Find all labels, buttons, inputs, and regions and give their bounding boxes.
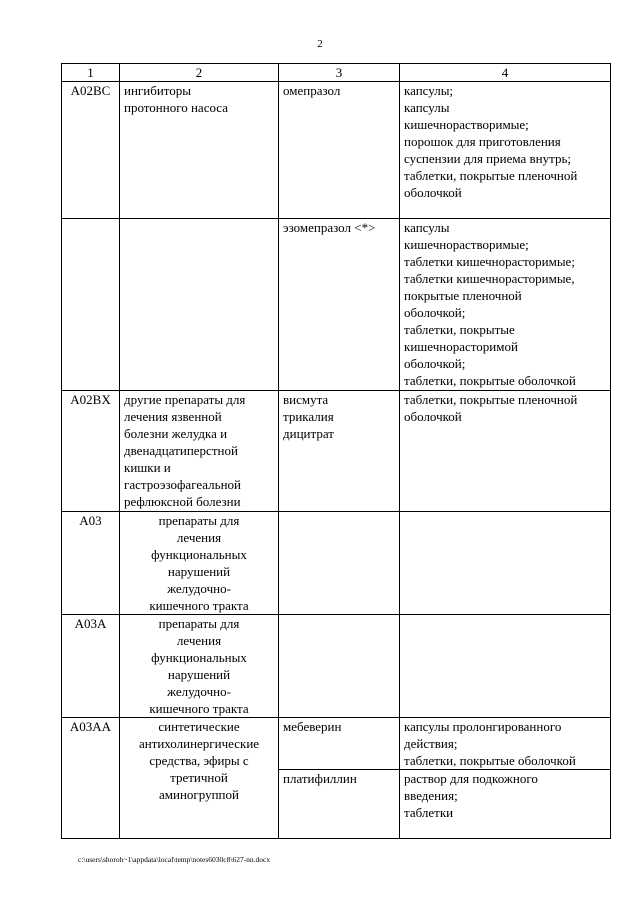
group-line: протонного насоса [124, 100, 228, 115]
group-line: третичной [170, 770, 228, 785]
group-line: лечения [176, 530, 222, 545]
form-line: кишечнорасторимой [404, 339, 518, 354]
dosage-forms [400, 219, 611, 391]
group-line: лечения [176, 633, 222, 648]
atc-code: A03 [62, 512, 120, 615]
group-name [120, 512, 279, 615]
drug-name [279, 82, 400, 219]
group-line: функциональных [151, 547, 247, 562]
drug-name [279, 391, 400, 512]
group-line: антихолинергические [138, 736, 260, 751]
group-line: аминогруппой [159, 787, 239, 802]
form-line: действия; [404, 736, 458, 751]
form-line: таблетки, покрытые оболочкой [404, 373, 576, 388]
atc-code: A02BX [62, 391, 120, 512]
file-path-footer: c:\users\shoroh~1\appdata\local\temp\notes6030c8\627-nn.docx [78, 855, 271, 864]
form-line: порошок для приготовления [404, 134, 561, 149]
drug-name-line: платифиллин [283, 771, 357, 786]
form-line: капсулы пролонгированного [404, 719, 562, 734]
group-name [120, 615, 279, 718]
drug-name-line: висмута [283, 392, 329, 407]
group-line: кишечного тракта [149, 701, 249, 716]
atc-code [62, 219, 120, 391]
column-header-4: 4 [400, 64, 611, 82]
form-line: кишечнорастворимые; [404, 117, 529, 132]
group-line: болезни желудка и [124, 426, 228, 441]
group-name [120, 718, 279, 839]
group-line: гастроэзофагеальной [124, 477, 242, 492]
form-line: таблетки кишечнорасторимые, [404, 271, 575, 286]
form-line: капсулы [404, 100, 450, 115]
group-line: другие препараты для [124, 392, 246, 407]
form-line: покрытые пленочной [404, 288, 522, 303]
group-name [120, 219, 279, 391]
page-number: 2 [317, 38, 323, 50]
group-line: нарушений [167, 564, 231, 579]
drug-name [279, 615, 400, 718]
group-name [120, 391, 279, 512]
form-line: оболочкой; [404, 356, 466, 371]
drug-classification-table [61, 63, 611, 839]
form-line: суспензии для приема внутрь; [404, 151, 572, 166]
table-row [62, 615, 611, 718]
group-line: двенадцатиперстной [124, 443, 238, 458]
drug-name-line: трикалия [283, 409, 334, 424]
form-line: капсулы [404, 220, 450, 235]
dosage-forms [400, 718, 611, 770]
group-line: функциональных [151, 650, 247, 665]
group-line: нарушений [167, 667, 231, 682]
group-line: препараты для [158, 513, 240, 528]
group-line: желудочно- [167, 684, 231, 699]
form-line: таблетки кишечнорасторимые; [404, 254, 575, 269]
form-line: таблетки, покрытые [404, 322, 515, 337]
form-line: капсулы; [404, 83, 454, 98]
drug-name-line: омепразол [283, 83, 341, 98]
table-row [62, 391, 611, 512]
group-line: препараты для [158, 616, 240, 631]
dosage-forms [400, 391, 611, 512]
group-line: синтетические [158, 719, 240, 734]
form-line: введения; [404, 788, 458, 803]
dosage-forms [400, 82, 611, 219]
drug-name-line: дицитрат [283, 426, 334, 441]
atc-code: A02BC [62, 82, 120, 219]
table-row [62, 512, 611, 615]
drug-name [279, 718, 400, 770]
drug-name-line: мебеверин [283, 719, 342, 734]
dosage-forms [400, 512, 611, 615]
group-name [120, 82, 279, 219]
form-line: раствор для подкожного [404, 771, 538, 786]
form-line: оболочкой [404, 185, 462, 200]
group-line: кишки и [124, 460, 171, 475]
form-line: таблетки, покрытые оболочкой [404, 753, 576, 768]
group-line: рефлюксной болезни [124, 494, 241, 509]
table-row [62, 82, 611, 219]
drug-name [279, 219, 400, 391]
column-header-3: 3 [279, 64, 400, 82]
group-line: средства, эфиры с [149, 753, 249, 768]
atc-code: A03AA [62, 718, 120, 839]
form-line: таблетки [404, 805, 454, 820]
dosage-forms [400, 615, 611, 718]
column-header-1: 1 [62, 64, 120, 82]
form-line: таблетки, покрытые пленочной [404, 168, 578, 183]
form-line: оболочкой [404, 409, 462, 424]
table-header-row [62, 64, 611, 82]
form-line: оболочкой; [404, 305, 466, 320]
dosage-forms [400, 770, 611, 839]
table-row [62, 718, 611, 770]
drug-name [279, 770, 400, 839]
form-line: кишечнорастворимые; [404, 237, 529, 252]
form-line: таблетки, покрытые пленочной [404, 392, 578, 407]
drug-name [279, 512, 400, 615]
table-row [62, 219, 611, 391]
column-header-2: 2 [120, 64, 279, 82]
group-line: лечения язвенной [124, 409, 222, 424]
group-line: кишечного тракта [149, 598, 249, 613]
drug-name-line: эзомепразол <*> [283, 220, 376, 235]
atc-code: A03A [62, 615, 120, 718]
group-line: желудочно- [167, 581, 231, 596]
group-line: ингибиторы [124, 83, 192, 98]
